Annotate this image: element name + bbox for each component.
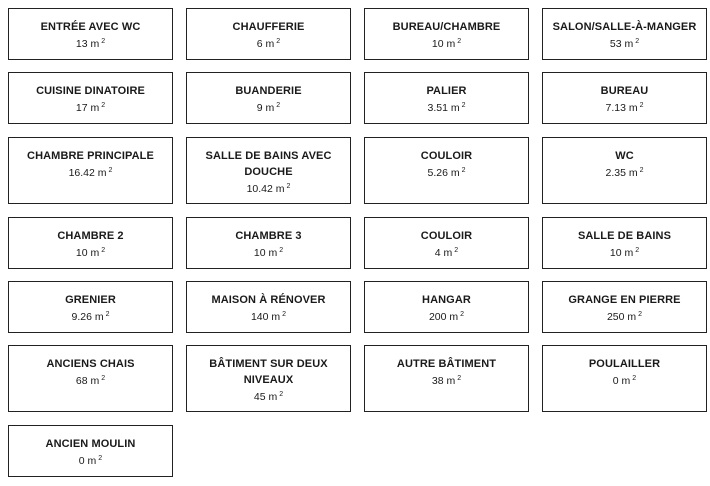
room-name: COULOIR: [420, 150, 473, 162]
room-area: 16.42 m $^2$: [68, 167, 113, 179]
room-area: 13 m $^2$: [75, 38, 106, 50]
room-name: PALIER: [426, 85, 467, 97]
room-row: [8, 345, 707, 412]
room-card: [186, 345, 351, 412]
room-area: 6 m $^2$: [256, 38, 281, 50]
room-card: [542, 8, 707, 60]
room-area: 9.26 m $^2$: [71, 311, 110, 323]
room-area: 0 m $^2$: [612, 375, 637, 387]
room-area: 3.51 m $^2$: [427, 102, 466, 114]
room-card: [364, 72, 529, 124]
room-card: [8, 72, 173, 124]
room-card: [186, 72, 351, 124]
room-card: [542, 137, 707, 204]
room-card: [8, 425, 173, 477]
room-area: 200 m $^2$: [428, 311, 465, 323]
room-area: 140 m $^2$: [250, 311, 287, 323]
room-area: 10 m $^2$: [609, 247, 640, 259]
room-name: POULAILLER: [588, 358, 661, 370]
room-name: HANGAR: [422, 294, 471, 306]
room-row: [8, 137, 707, 204]
room-area: 0 m $^2$: [78, 455, 103, 467]
room-row: [8, 72, 707, 124]
room-name: WC: [615, 150, 634, 162]
room-card: [542, 72, 707, 124]
room-card: [364, 137, 529, 204]
room-name: SALON/SALLE-À-MANGER: [552, 21, 697, 33]
room-card: [186, 281, 351, 333]
room-area: 10 m $^2$: [431, 38, 462, 50]
room-card: [542, 217, 707, 269]
room-area: 53 m $^2$: [609, 38, 640, 50]
room-name: BUREAU: [600, 85, 649, 97]
room-name: MAISON À RÉNOVER: [211, 294, 326, 306]
room-name: ANCIEN MOULIN: [45, 438, 136, 450]
room-card: [542, 281, 707, 333]
room-name: BUREAU/CHAMBRE: [392, 21, 501, 33]
room-name: SALLE DE BAINS: [577, 230, 672, 242]
room-card: [186, 137, 351, 204]
room-area: 250 m $^2$: [606, 311, 643, 323]
room-area: 10 m $^2$: [75, 247, 106, 259]
room-area: 4 m $^2$: [434, 247, 459, 259]
room-row: [8, 425, 173, 477]
room-name: ANCIENS CHAIS: [46, 358, 135, 370]
room-name: CHAMBRE PRINCIPALE: [27, 150, 154, 162]
room-card: [8, 137, 173, 204]
room-name: ENTRÉE AVEC WC: [40, 21, 141, 33]
room-area: 45 m $^2$: [253, 391, 284, 403]
room-area: 5.26 m $^2$: [427, 167, 466, 179]
room-area: 10.42 m $^2$: [246, 183, 291, 195]
room-name: CHAMBRE 3: [235, 230, 302, 242]
room-name: GRANGE EN PIERRE: [568, 294, 681, 306]
room-card: [186, 8, 351, 60]
room-name: COULOIR: [420, 230, 473, 242]
room-row: [8, 8, 707, 60]
room-card: [364, 281, 529, 333]
room-card: [542, 345, 707, 412]
room-card: [8, 345, 173, 412]
room-card: [8, 217, 173, 269]
room-area: 38 m $^2$: [431, 375, 462, 387]
room-card: [8, 281, 173, 333]
room-area: 10 m $^2$: [253, 247, 284, 259]
room-area: 68 m $^2$: [75, 375, 106, 387]
room-name: CHAMBRE 2: [57, 230, 124, 242]
room-area: 7.13 m $^2$: [605, 102, 644, 114]
room-name: CUISINE DINATOIRE: [36, 85, 145, 97]
room-name: AUTRE BÂTIMENT: [396, 358, 497, 370]
room-card: [364, 217, 529, 269]
room-card: [364, 8, 529, 60]
room-area: 2.35 m $^2$: [605, 167, 644, 179]
room-name: CHAUFFERIE: [232, 21, 305, 33]
room-name: BUANDERIE: [235, 85, 302, 97]
room-card: [8, 8, 173, 60]
room-name: GRENIER: [65, 294, 116, 306]
room-row: [8, 281, 707, 333]
room-name: BÂTIMENT SUR DEUX NIVEAUX: [209, 358, 328, 386]
room-row: [8, 217, 707, 269]
room-area: 9 m $^2$: [256, 102, 281, 114]
room-card: [186, 217, 351, 269]
room-area: 17 m $^2$: [75, 102, 106, 114]
room-name: SALLE DE BAINS AVEC DOUCHE: [205, 150, 332, 178]
room-card: [364, 345, 529, 412]
